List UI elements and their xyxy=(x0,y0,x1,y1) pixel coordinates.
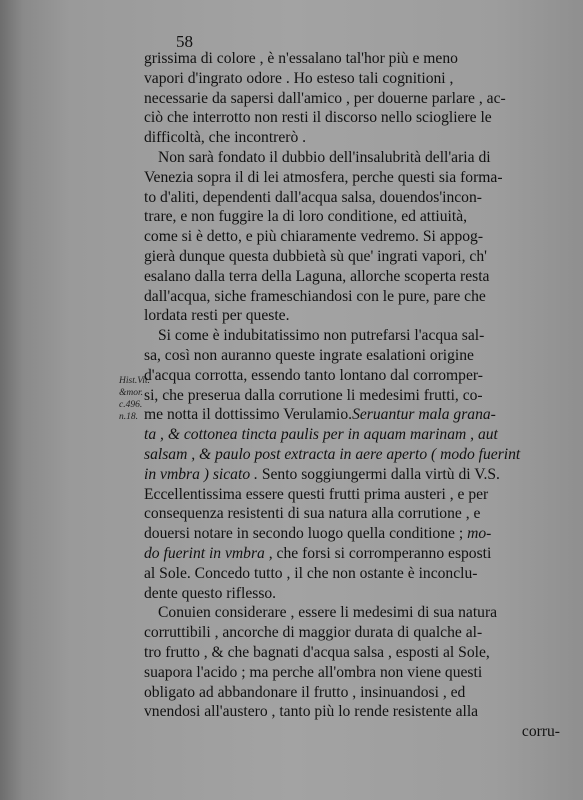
latin-quote: mo- xyxy=(463,525,492,543)
line-segment: trare, e non fuggire la di loro conditione, ed attiuità, xyxy=(144,208,468,226)
text-line xyxy=(144,643,568,663)
line-segment: suapora l'acido ; ma perche all'ombra non viene questi xyxy=(144,663,483,681)
text-line xyxy=(144,227,568,247)
line-segment: dall'acqua, siche frameschiandosi con le pure, pare che xyxy=(144,287,486,305)
line-segment: tro frutto , & che bagnati d'acqua salsa , esposti al Sole, xyxy=(144,643,490,661)
marginal-note-line: &mor. xyxy=(119,388,144,398)
text-line xyxy=(144,168,568,188)
text-line xyxy=(144,584,568,604)
line-segment: che forsi si corromperanno esposti xyxy=(272,544,492,562)
line-segment: esalano dalla terra della Laguna, allorche scoperta resta xyxy=(144,267,490,285)
line-segment: Eccellentissima essere questi frutti prima austeri , e per xyxy=(144,485,489,503)
line-segment: douersi notare in secondo luogo quella conditione ; xyxy=(144,525,464,543)
marginal-note-line: n.18. xyxy=(119,412,138,422)
line-segment: al Sole. Concedo tutto , il che non ostante è inconclu- xyxy=(144,564,478,582)
line-segment: consequenza resistenti di sua natura alla corrutione , e xyxy=(144,505,481,523)
line-segment: dente questo riflesso. xyxy=(144,584,277,602)
line-segment: necessarie da sapersi dall'amico , per douerne parlare , ac- xyxy=(144,89,506,107)
text-line xyxy=(144,663,568,683)
line-segment: gierà dunque questa dubbietà sù que' ingrati vapori, ch' xyxy=(144,247,487,265)
line-segment: lordata resti per queste. xyxy=(144,307,290,325)
page-number: 58 xyxy=(176,32,193,51)
text-line xyxy=(144,425,568,445)
line-segment: Venezia sopra il di lei atmosfera, perche questi sia forma- xyxy=(144,168,503,186)
text-line xyxy=(144,148,568,168)
text-line xyxy=(144,128,568,148)
line-segment: corruttibili , ancorche di maggior durata di qualche al- xyxy=(144,624,483,642)
text-line xyxy=(144,108,568,128)
text-line xyxy=(144,603,568,623)
line-segment: Non sarà fondato il dubbio dell'insalubrità dell'aria di xyxy=(158,148,491,166)
text-line xyxy=(144,188,568,208)
line-segment: come si è detto, e più chiaramente vedremo. Si appog- xyxy=(144,228,484,246)
line-segment: vapori d'ingrato odore . Ho esteso tali cognitioni , xyxy=(144,69,454,87)
text-line xyxy=(144,465,568,485)
line-segment: corru- xyxy=(521,723,560,741)
text-line xyxy=(144,306,568,326)
latin-quote: in vmbra ) sicato . xyxy=(144,465,258,483)
line-segment: obligato ad abbandonare il frutto , insinuandosi , ed xyxy=(144,683,466,701)
text-line xyxy=(144,326,568,346)
marginal-note-line: Hist.Vit. xyxy=(119,376,150,386)
text-line xyxy=(144,207,568,227)
line-segment: to d'aliti, dependenti dall'acqua salsa, douendos'incon- xyxy=(144,188,482,206)
line-segment: ciò che interrotto non resti il discorso nello sciogliere le xyxy=(144,109,492,127)
line-segment: si, che preserua dalla corrutione li medesimi frutti, co- xyxy=(144,386,483,404)
marginal-note-line: c.496. xyxy=(119,400,143,410)
text-line xyxy=(144,564,568,584)
text-line xyxy=(144,683,568,703)
latin-quote: salsam , & paulo post extracta in aere aperto ( modo fuerint xyxy=(144,445,521,463)
text-line xyxy=(144,366,568,386)
text-line xyxy=(144,346,568,366)
text-line xyxy=(144,267,568,287)
line-segment: Si come è indubitatissimo non putrefarsi l'acqua sal- xyxy=(158,327,485,345)
text-line xyxy=(144,247,568,267)
text-line xyxy=(144,504,568,524)
line-segment: d'acqua corrotta, essendo tanto lontano dal corromper- xyxy=(144,366,483,384)
text-line xyxy=(144,445,568,465)
text-line xyxy=(144,386,568,406)
line-segment: vnendosi all'austero , tanto più lo rende resistente alla xyxy=(144,703,479,721)
line-segment: me notta il dottissimo Verulamio. xyxy=(144,406,353,424)
text-line xyxy=(144,287,568,307)
text-line xyxy=(144,722,568,742)
line-segment: sa, così non auranno queste ingrate esalationi origine xyxy=(144,346,474,364)
text-line xyxy=(144,702,568,722)
text-line xyxy=(144,89,568,109)
text-line xyxy=(144,69,568,89)
latin-quote: Seruantur mala grana- xyxy=(352,406,496,424)
text-line xyxy=(144,544,568,564)
text-line xyxy=(144,485,568,505)
line-segment: difficoltà, che incontrerò . xyxy=(144,129,307,147)
body-text xyxy=(144,49,568,742)
line-segment: Conuien considerare , essere li medesimi di sua natura xyxy=(158,604,498,622)
text-line xyxy=(144,524,568,544)
text-line xyxy=(144,405,568,425)
latin-quote: do fuerint in vmbra , xyxy=(144,544,273,562)
line-segment: grissima di colore , è n'essalano tal'hor più e meno xyxy=(144,50,458,67)
text-line xyxy=(144,49,568,69)
line-segment: Sento soggiungermi dalla virtù di V.S. xyxy=(257,465,500,483)
text-line xyxy=(144,623,568,643)
latin-quote: ta , & cottonea tincta paulis per in aquam marinam , aut xyxy=(144,426,498,444)
